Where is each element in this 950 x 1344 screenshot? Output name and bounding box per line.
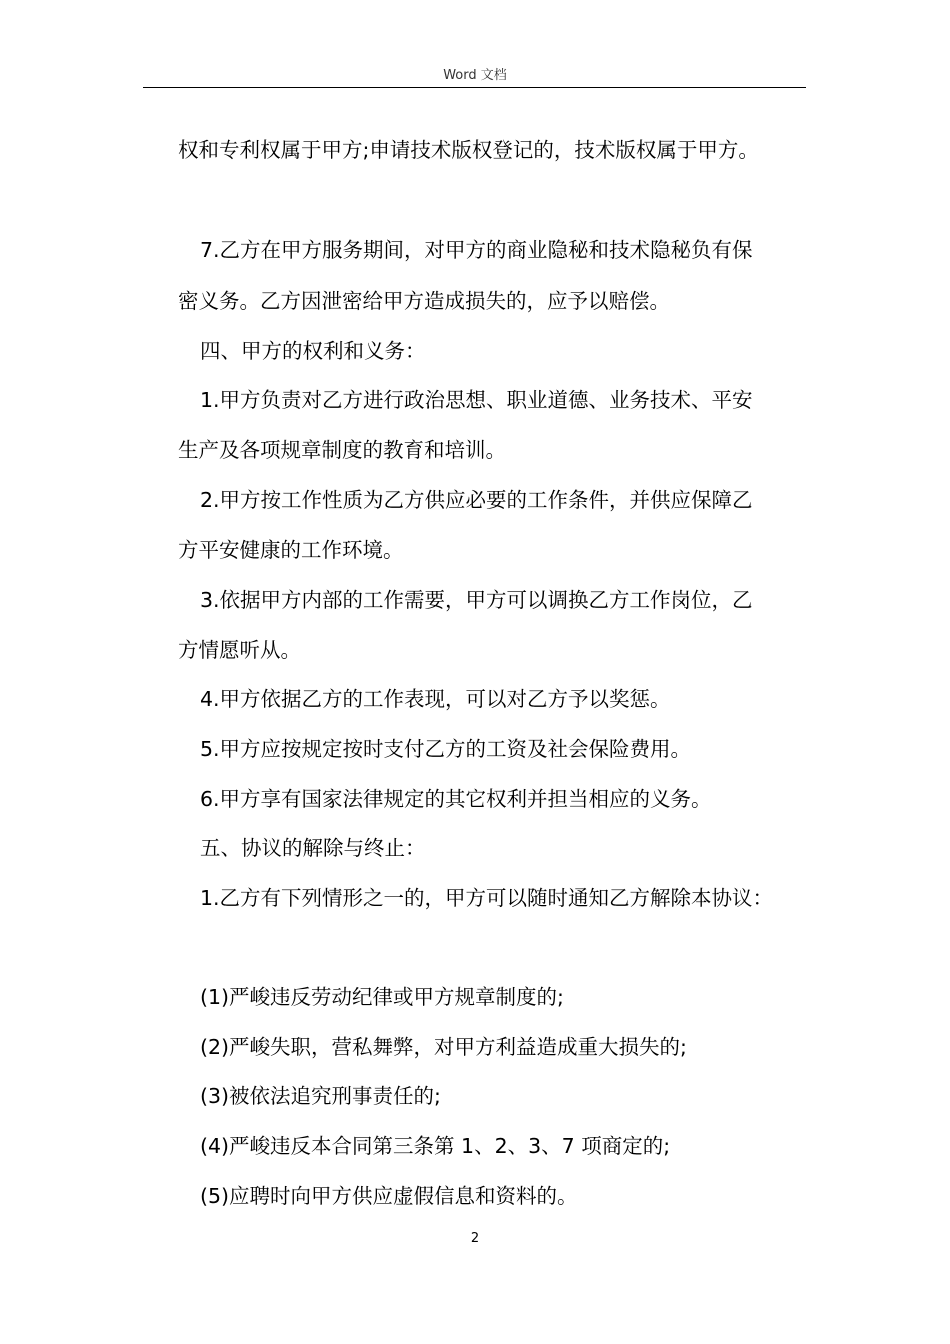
body-line: 2.甲方按工作性质为乙方供应必要的工作条件，并供应保障乙 bbox=[200, 488, 753, 512]
list-item: (4)严峻违反本合同第三条第 1、2、3、7 项商定的; bbox=[200, 1134, 671, 1158]
page-number: 2 bbox=[470, 1231, 480, 1246]
list-item: (2)严峻失职，营私舞弊，对甲方利益造成重大损失的; bbox=[200, 1035, 687, 1059]
body-line: 方平安健康的工作环境。 bbox=[178, 538, 404, 562]
list-item: (1)严峻违反劳动纪律或甲方规章制度的; bbox=[200, 985, 564, 1009]
header-divider bbox=[143, 87, 806, 88]
section-heading: 四、甲方的权利和义务： bbox=[200, 339, 426, 363]
body-line: 3.依据甲方内部的工作需要，甲方可以调换乙方工作岗位，乙 bbox=[200, 588, 753, 612]
body-line: 5.甲方应按规定按时支付乙方的工资及社会保险费用。 bbox=[200, 737, 692, 761]
body-line: 密义务。乙方因泄密给甲方造成损失的，应予以赔偿。 bbox=[178, 289, 670, 313]
body-line: 1.乙方有下列情形之一的，甲方可以随时通知乙方解除本协议： bbox=[200, 886, 774, 910]
body-line: 4.甲方依据乙方的工作表现，可以对乙方予以奖惩。 bbox=[200, 687, 671, 711]
section-heading: 五、协议的解除与终止： bbox=[200, 836, 426, 860]
body-line: 方情愿听从。 bbox=[178, 638, 301, 662]
body-line: 7.乙方在甲方服务期间，对甲方的商业隐秘和技术隐秘负有保 bbox=[200, 238, 753, 262]
page-header: Word 文档 bbox=[443, 68, 507, 83]
body-line: 6.甲方享有国家法律规定的其它权利并担当相应的义务。 bbox=[200, 787, 712, 811]
list-item: (3)被依法追究刑事责任的; bbox=[200, 1084, 441, 1108]
body-line: 生产及各项规章制度的教育和培训。 bbox=[178, 438, 506, 462]
list-item: (5)应聘时向甲方供应虚假信息和资料的。 bbox=[200, 1184, 578, 1208]
body-line: 1.甲方负责对乙方进行政治思想、职业道德、业务技术、平安 bbox=[200, 388, 753, 412]
body-line: 权和专利权属于甲方;申请技术版权登记的，技术版权属于甲方。 bbox=[178, 138, 759, 162]
